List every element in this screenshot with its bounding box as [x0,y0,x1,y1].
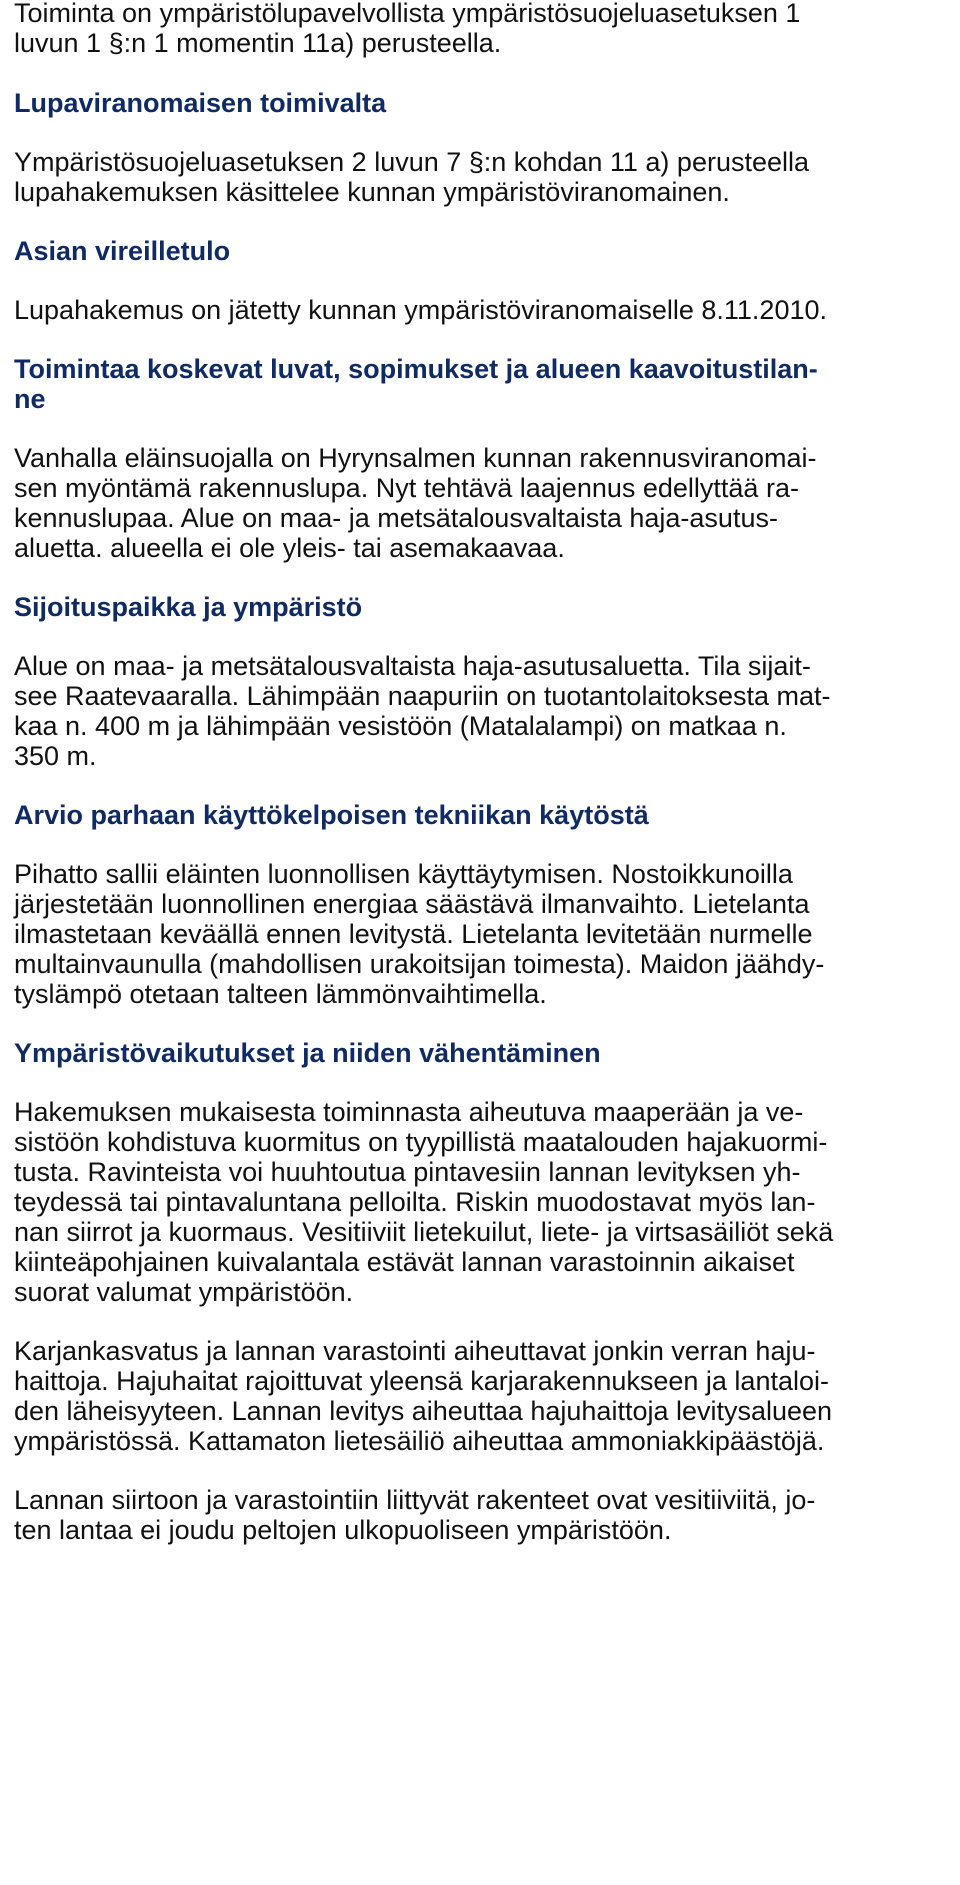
paragraph-line: kiinteäpohjainen kuivalantala estävät lannan varastoinnin aikaiset [14,1247,795,1277]
paragraph-line: Lannan siirtoon ja varastointiin liittyvät rakenteet ovat vesitiiviitä, jo- [14,1485,816,1515]
paragraph-line: ten lantaa ei joudu peltojen ulkopuoliseen ympäristöön. [14,1515,672,1545]
section-heading: Sijoituspaikka ja ympäristö [14,592,363,622]
paragraph-line: Alue on maa- ja metsätalousvaltaista haja-asutusaluetta. Tila sijait- [14,651,811,681]
paragraph-line: haittoja. Hajuhaitat rajoittuvat yleensä karjarakennukseen ja lantaloi- [14,1366,829,1396]
paragraph-line: sistöön kohdistuva kuormitus on tyypillistä maatalouden hajakuormi- [14,1127,828,1157]
section-heading: Toimintaa koskevat luvat, sopimukset ja alueen kaavoitustilan- [14,354,818,384]
intro-line: luvun 1 §:n 1 momentin 11a) perusteella. [14,28,502,58]
paragraph-line: Pihatto sallii eläinten luonnollisen käyttäytymisen. Nostoikkunoilla [14,859,793,889]
paragraph-line: multainvaunulla (mahdollisen urakoitsijan toimesta). Maidon jäähdy- [14,949,825,979]
paragraph-line: den läheisyyteen. Lannan levitys aiheuttaa hajuhaittoja levitysalueen [14,1396,833,1426]
paragraph-line: Vanhalla eläinsuojalla on Hyrynsalmen kunnan rakennusviranomai- [14,443,817,473]
paragraph-line: nan siirrot ja kuormaus. Vesitiiviit lietekuilut, liete- ja virtsasäiliöt sekä [14,1217,834,1247]
paragraph-line: aluetta. alueella ei ole yleis- tai asemakaavaa. [14,533,565,563]
paragraph-line: kaa n. 400 m ja lähimpään vesistöön (Matalalampi) on matkaa n. [14,711,787,741]
paragraph-line: suorat valumat ympäristöön. [14,1277,354,1307]
paragraph-line: ilmastetaan keväällä ennen levitystä. Lietelanta levitetään nurmelle [14,919,813,949]
intro-line: Toiminta on ympäristölupavelvollista ympäristösuojeluasetuksen 1 [14,0,801,28]
paragraph-line: teydessä tai pintavaluntana pelloilta. Riskin muodostavat myös lan- [14,1187,816,1217]
paragraph-line: lupahakemuksen käsittelee kunnan ympäristöviranomainen. [14,177,730,207]
section-heading: ne [14,384,46,414]
paragraph-line: 350 m. [14,741,97,771]
paragraph-line: tusta. Ravinteista voi huuhtoutua pintavesiin lannan levityksen yh- [14,1157,801,1187]
paragraph-line: Karjankasvatus ja lannan varastointi aiheuttavat jonkin verran haju- [14,1336,816,1366]
section-heading: Arvio parhaan käyttökelpoisen tekniikan käytöstä [14,800,649,830]
paragraph-line: Ympäristösuojeluasetuksen 2 luvun 7 §:n kohdan 11 a) perusteella [14,147,810,177]
paragraph-line: sen myöntämä rakennuslupa. Nyt tehtävä laajennus edellyttää ra- [14,473,799,503]
paragraph-line: Lupahakemus on jätetty kunnan ympäristöviranomaiselle 8.11.2010. [14,295,827,325]
paragraph-line: see Raatevaaralla. Lähimpään naapuriin on tuotantolaitoksesta mat- [14,681,831,711]
paragraph-line: tyslämpö otetaan talteen lämmönvaihtimella. [14,979,547,1009]
paragraph-line: kennuslupaa. Alue on maa- ja metsätalousvaltaista haja-asutus- [14,503,778,533]
section-heading: Asian vireilletulo [14,236,231,266]
paragraph-line: järjestetään luonnollinen energiaa säästävä ilmanvaihto. Lietelanta [14,889,810,919]
section-heading: Ympäristövaikutukset ja niiden vähentäminen [14,1038,601,1068]
section-heading: Lupaviranomaisen toimivalta [14,88,387,118]
paragraph-line: ympäristössä. Kattamaton lietesäiliö aiheuttaa ammoniakkipäästöjä. [14,1426,825,1456]
paragraph-line: Hakemuksen mukaisesta toiminnasta aiheutuva maaperään ja ve- [14,1097,804,1127]
